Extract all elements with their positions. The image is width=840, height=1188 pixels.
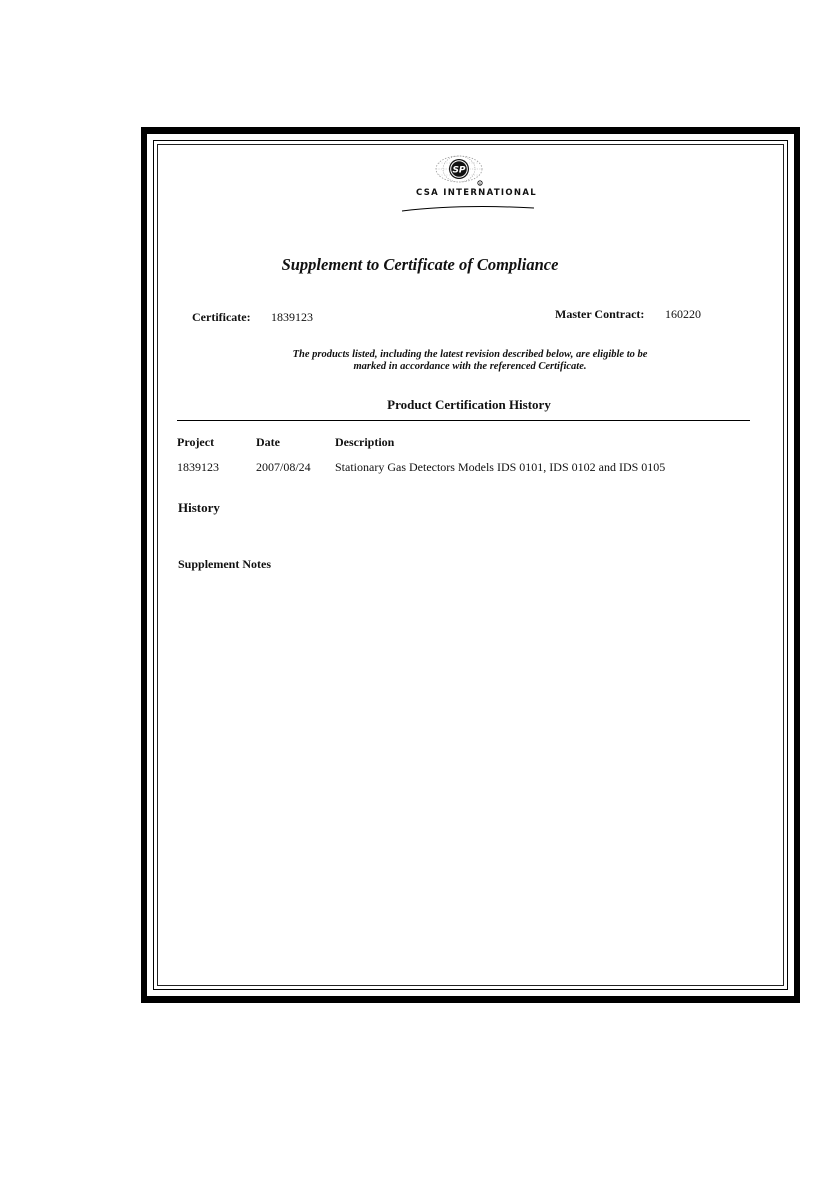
supplement-notes-heading: Supplement Notes [178, 557, 272, 571]
svg-text:SP: SP [452, 165, 466, 176]
logo-swoosh-line [400, 204, 540, 212]
master-contract-number: 160220 [665, 307, 701, 321]
row-project: 1839123 [177, 460, 219, 474]
row-date: 2007/08/24 [256, 460, 311, 474]
notice-line-1: The products listed, including the latest revision described below, are eligible to be [292, 349, 648, 360]
history-heading: History [178, 500, 220, 515]
notice-line-2: marked in accordance with the referenced Certificate. [353, 361, 587, 372]
eligibility-notice [240, 349, 700, 373]
logo-text: CSA INTERNATIONAL [416, 188, 537, 198]
row-description: Stationary Gas Detectors Models IDS 0101, IDS 0102 and IDS 0105 [335, 460, 666, 474]
section-divider [177, 420, 750, 421]
csa-logo [400, 154, 540, 214]
svg-text:R: R [478, 181, 482, 186]
column-header-date: Date [256, 435, 280, 449]
column-header-project: Project [177, 435, 215, 449]
column-header-description: Description [335, 435, 395, 449]
csa-globe-icon [434, 154, 484, 188]
certificate-label: Certificate: [192, 310, 251, 324]
certificate-number: 1839123 [271, 310, 313, 324]
history-section-title: Product Certification History [387, 397, 551, 412]
page-title: Supplement to Certificate of Compliance [281, 255, 559, 274]
master-contract-label: Master Contract: [555, 307, 645, 321]
